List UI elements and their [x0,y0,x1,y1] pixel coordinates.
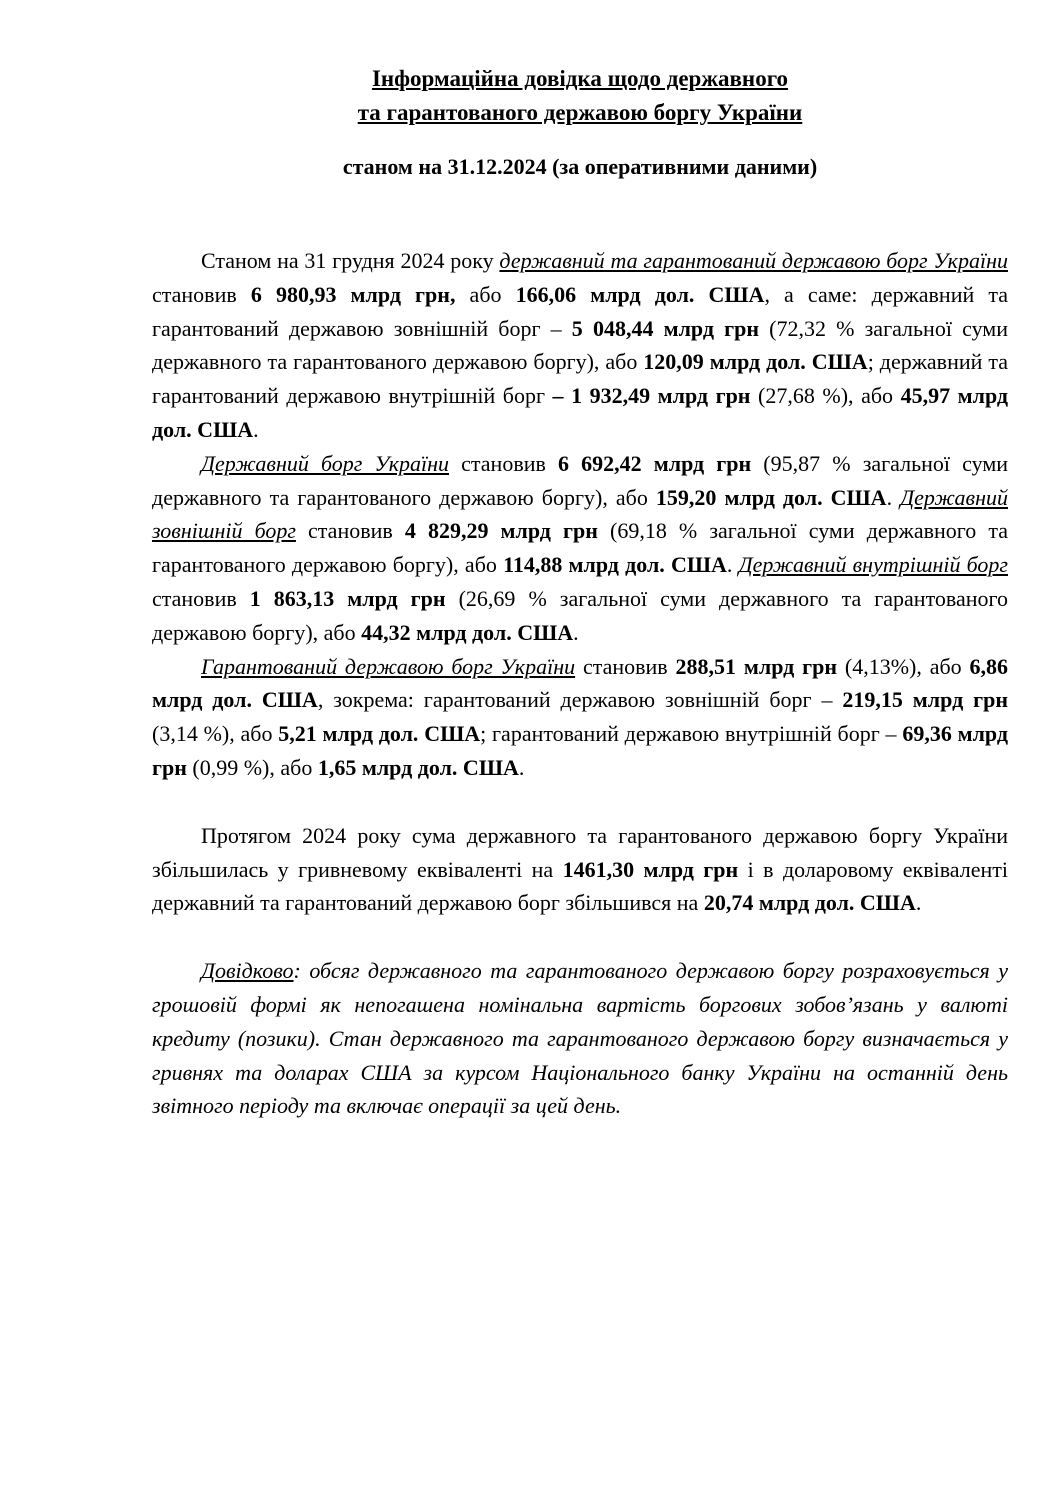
value-state-external-uah: 4 829,29 млрд грн [404,518,598,544]
value-guaranteed-external-usd: 5,21 млрд дол. США [278,721,481,747]
text: (72,32 % загальної суми державного та гарантованого державою боргу), або [152,315,1008,375]
text: ; державний та гарантований державою внутрішній борг [152,349,1008,409]
reference-note [152,954,1008,1123]
text: (0,99 %), або [186,754,318,780]
text: (4,13%), або [837,653,970,679]
value-total-uah: 6 980,93 млрд грн, [250,281,456,307]
text: . [726,552,739,578]
value-internal-usd: 45,97 млрд дол. США [152,383,1009,442]
value-change-uah: 1461,30 млрд грн [562,856,739,882]
text: становив [295,518,405,544]
paragraph-annual-change [152,819,1008,920]
text: становив [575,653,676,679]
document-page [152,62,1008,1123]
text: , зокрема: гарантований державою зовнішній борг – [317,687,843,713]
value-guaranteed-uah: 288,51 млрд грн [675,653,838,679]
value-state-uah: 6 692,42 млрд грн [558,450,752,476]
document-subtitle: станом на 31.12.2024 (за оперативними даними) [342,154,818,179]
paragraph-state-debt [152,447,1008,650]
text: Протягом 2024 року сума державного та гарантованого державою боргу України збільшилась у гривневому еквіваленті на [152,822,1008,882]
value-guaranteed-usd: 6,86 млрд дол. США [152,653,1008,713]
text: і в доларовому еквіваленті державний та гарантований державою борг збільшився на [152,856,1009,916]
text: . [253,416,259,442]
note-label: Довідково [201,958,294,984]
value-guaranteed-internal-usd: 1,65 млрд дол. США [317,754,519,780]
text: (3,14 %), або [152,721,279,747]
text: . [915,890,922,916]
note-text: : обсяг державного та гарантованого державою боргу розраховується у грошовій формі як непогашена номінальна вартість боргових зобов’язань у валюті кредиту (позики). Стан державного та гарантованого державою боргу визначається у гривнях та доларах США за курсом Національного банку України на останній день звітного періоду та включає операції за цей день. [152,958,1008,1119]
title-line-2: та гарантованого державою боргу України [357,100,803,125]
text: . [573,619,579,645]
value-guaranteed-external-uah: 219,15 млрд грн [842,687,1008,713]
term-state-internal-debt: Державний внутрішній борг [738,552,1009,578]
text: . [886,484,901,510]
value-change-usd: 20,74 млрд дол. США [703,890,916,916]
paragraph-total-debt [152,244,1008,447]
title-line-1: Інформаційна довідка щодо державного [371,66,789,91]
value-state-internal-usd: 44,32 млрд дол. США [361,619,574,645]
text: (26,69 % загальної суми державного та гарантованого державою боргу), або [152,585,1008,645]
term-state-debt: Державний борг України [201,450,450,476]
text: становив [152,281,251,307]
term-state-external-debt: Державний зовнішній борг [152,484,1008,544]
text: (95,87 % загальної суми державного та гарантованого державою боргу), або [152,450,1009,510]
value-state-external-usd: 114,88 млрд дол. США [503,552,727,578]
text: Станом на 31 грудня 2024 року [201,248,500,273]
text: ; гарантований державою внутрішній борг – [480,721,903,747]
paragraph-guaranteed-debt [152,650,1008,785]
text: . [518,754,525,780]
value-state-internal-uah: 1 863,13 млрд грн [249,585,446,611]
document-title [152,62,1008,130]
value-external-usd: 120,09 млрд дол. США [643,349,868,375]
value-state-usd: 159,20 млрд дол. США [655,484,887,510]
value-external-uah: 5 048,44 млрд грн [571,315,760,341]
text: або [455,281,516,307]
value-total-usd: 166,06 млрд дол. США [515,281,765,307]
text: (27,68 %), або [750,383,901,409]
value-internal-uah: – 1 932,49 млрд грн [552,383,751,409]
text: (69,18 % загальної суми державного та гарантованого державою боргу), або [152,518,1008,578]
text: становив [152,585,250,611]
text: становив [449,450,559,476]
text: , а саме: державний та гарантований державою зовнішній борг – [152,281,1008,341]
value-guaranteed-internal-uah: 69,36 млрд грн [152,721,1009,780]
term-guaranteed-debt: Гарантований державою борг України [201,653,576,679]
term-total-debt: державний та гарантований державою борг України [499,248,1008,273]
